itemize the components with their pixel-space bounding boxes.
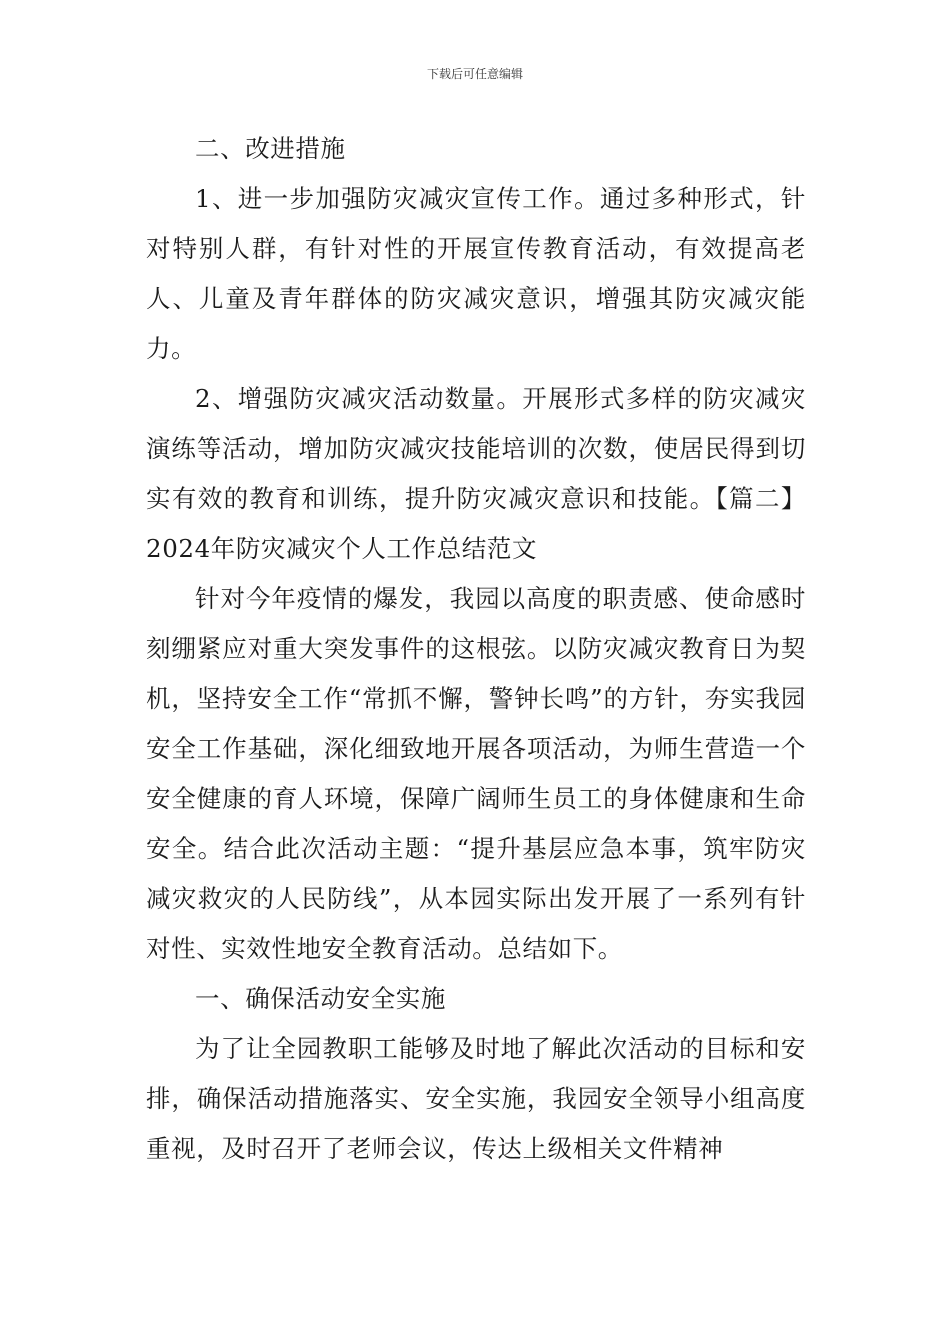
paragraph-item-2: 2、增强防灾减灾活动数量。开展形式多样的防灾减灾演练等活动，增加防灾减灾技能培训的次数，使居民得到切实有效的教育和训练，提升防灾减灾意识和技能。【篇二】2024年防灾减灾个人工作总结范文 <box>146 384 806 563</box>
section-heading-safety: 一、确保活动安全实施 <box>195 984 446 1013</box>
paragraph-item-1: 1、进一步加强防灾减灾宣传工作。通过多种形式，针对特别人群，有针对性的开展宣传教育活动，有效提高老人、儿童及青年群体的防灾减灾意识，增强其防灾减灾能力。 <box>146 184 806 363</box>
paragraph-summary-intro: 针对今年疫情的爆发，我园以高度的职责感、使命感时刻绷紧应对重大突发事件的这根弦。以防灾减灾教育日为契机，坚持安全工作“常抓不懈，警钟长鸣”的方针，夯实我园安全工作基础，深化细致地开展各项活动，为师生营造一个安全健康的育人环境，保障广阔师生员工的身体健康和生命安全。结合此次活动主题：“提升基层应急本事，筑牢防灾减灾救灾的人民防线”，从本园实际出发开展了一系列有针对性、实效性地安全教育活动。总结如下。 <box>146 584 806 963</box>
page-header: 下载后可任意编辑 <box>426 67 523 81</box>
document-body <box>146 124 806 1174</box>
section-heading-improvements: 二、改进措施 <box>195 134 346 163</box>
paragraph-safety: 为了让全园教职工能够及时地了解此次活动的目标和安排，确保活动措施落实、安全实施，我园安全领导小组高度重视，及时召开了老师会议，传达上级相关文件精神 <box>146 1034 806 1163</box>
